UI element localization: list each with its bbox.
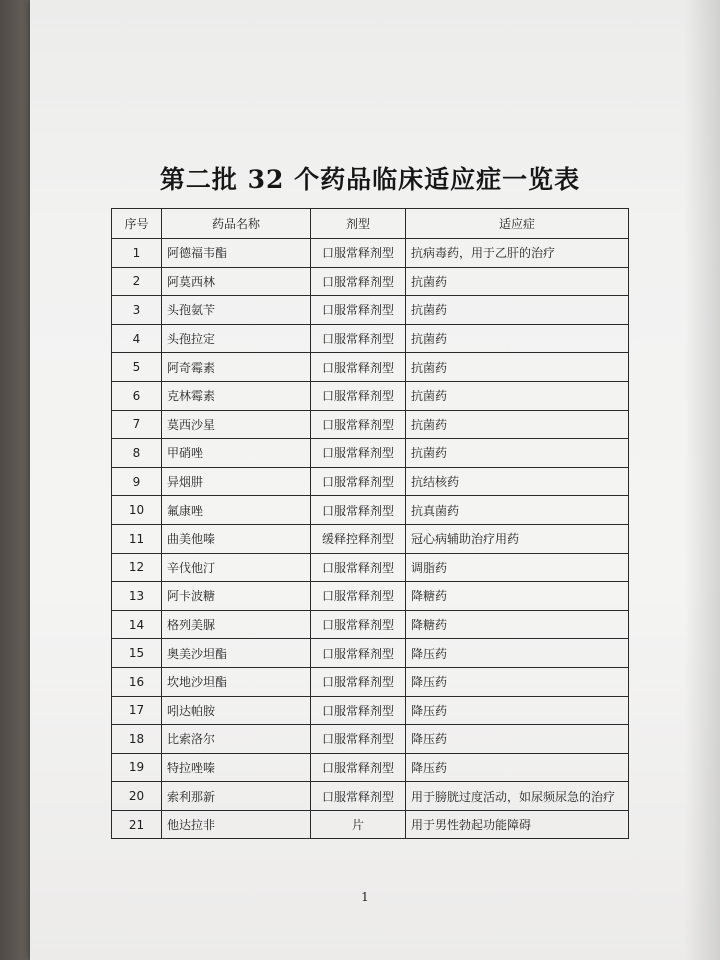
table-row xyxy=(112,753,629,782)
cell-dosage-form: 片 xyxy=(311,810,406,839)
cell-serial-number: 2 xyxy=(112,267,162,296)
table-row xyxy=(112,810,629,839)
cell-drug-name: 头孢拉定 xyxy=(162,324,311,353)
cell-dosage-form: 口服常释剂型 xyxy=(311,353,406,382)
drug-table-container xyxy=(111,208,628,839)
cell-dosage-form: 口服常释剂型 xyxy=(311,782,406,811)
table-row xyxy=(112,353,629,382)
cell-serial-number: 14 xyxy=(112,610,162,639)
cell-drug-name: 奥美沙坦酯 xyxy=(162,639,311,668)
table-row xyxy=(112,639,629,668)
cell-drug-name: 曲美他嗪 xyxy=(162,524,311,553)
cell-dosage-form: 口服常释剂型 xyxy=(311,610,406,639)
cell-serial-number: 15 xyxy=(112,639,162,668)
cell-dosage-form: 口服常释剂型 xyxy=(311,439,406,468)
cell-serial-number: 11 xyxy=(112,524,162,553)
cell-indication: 抗病毒药，用于乙肝的治疗 xyxy=(406,239,629,268)
cell-drug-name: 格列美脲 xyxy=(162,610,311,639)
table-row xyxy=(112,782,629,811)
cell-indication: 抗菌药 xyxy=(406,410,629,439)
cell-dosage-form: 口服常释剂型 xyxy=(311,296,406,325)
cell-drug-name: 克林霉素 xyxy=(162,381,311,410)
cell-indication: 抗菌药 xyxy=(406,296,629,325)
cell-indication: 抗真菌药 xyxy=(406,496,629,525)
cell-indication: 用于男性勃起功能障碍 xyxy=(406,810,629,839)
cell-drug-name: 莫西沙星 xyxy=(162,410,311,439)
table-row xyxy=(112,410,629,439)
cell-indication: 用于膀胱过度活动，如尿频尿急的治疗 xyxy=(406,782,629,811)
table-body xyxy=(112,239,629,839)
cell-indication: 抗菌药 xyxy=(406,267,629,296)
cell-indication: 冠心病辅助治疗用药 xyxy=(406,524,629,553)
cell-serial-number: 10 xyxy=(112,496,162,525)
cell-drug-name: 坎地沙坦酯 xyxy=(162,667,311,696)
cell-drug-name: 氟康唑 xyxy=(162,496,311,525)
cell-serial-number: 5 xyxy=(112,353,162,382)
cell-drug-name: 特拉唑嗪 xyxy=(162,753,311,782)
cell-dosage-form: 口服常释剂型 xyxy=(311,410,406,439)
cell-serial-number: 13 xyxy=(112,582,162,611)
table-row xyxy=(112,296,629,325)
header-indication: 适应症 xyxy=(406,209,629,239)
cell-dosage-form: 口服常释剂型 xyxy=(311,725,406,754)
cell-dosage-form: 口服常释剂型 xyxy=(311,553,406,582)
cell-indication: 降糖药 xyxy=(406,582,629,611)
cell-serial-number: 21 xyxy=(112,810,162,839)
document-title: 第二批 32 个药品临床适应症一览表 xyxy=(159,165,581,194)
desk-background xyxy=(0,0,34,960)
cell-drug-name: 辛伐他汀 xyxy=(162,553,311,582)
cell-drug-name: 索利那新 xyxy=(162,782,311,811)
cell-drug-name: 他达拉非 xyxy=(162,810,311,839)
cell-drug-name: 吲达帕胺 xyxy=(162,696,311,725)
cell-dosage-form: 口服常释剂型 xyxy=(311,582,406,611)
cell-drug-name: 异烟肼 xyxy=(162,467,311,496)
cell-serial-number: 18 xyxy=(112,725,162,754)
cell-dosage-form: 口服常释剂型 xyxy=(311,267,406,296)
cell-serial-number: 20 xyxy=(112,782,162,811)
header-serial-number: 序号 xyxy=(112,209,162,239)
cell-indication: 调脂药 xyxy=(406,553,629,582)
cell-serial-number: 19 xyxy=(112,753,162,782)
cell-drug-name: 比索洛尔 xyxy=(162,725,311,754)
cell-dosage-form: 口服常释剂型 xyxy=(311,239,406,268)
cell-dosage-form: 口服常释剂型 xyxy=(311,381,406,410)
table-row xyxy=(112,667,629,696)
cell-indication: 降压药 xyxy=(406,667,629,696)
cell-drug-name: 阿德福韦酯 xyxy=(162,239,311,268)
table-row xyxy=(112,553,629,582)
table-row xyxy=(112,696,629,725)
cell-dosage-form: 口服常释剂型 xyxy=(311,324,406,353)
table-row xyxy=(112,582,629,611)
cell-serial-number: 9 xyxy=(112,467,162,496)
cell-dosage-form: 口服常释剂型 xyxy=(311,753,406,782)
cell-serial-number: 1 xyxy=(112,239,162,268)
table-row xyxy=(112,524,629,553)
table-row xyxy=(112,725,629,754)
cell-serial-number: 6 xyxy=(112,381,162,410)
cell-indication: 降压药 xyxy=(406,753,629,782)
paper-edge-shadow xyxy=(684,0,720,960)
drug-indication-table xyxy=(111,208,629,839)
cell-indication: 抗菌药 xyxy=(406,439,629,468)
table-row xyxy=(112,381,629,410)
cell-indication: 抗菌药 xyxy=(406,381,629,410)
cell-indication: 降压药 xyxy=(406,725,629,754)
table-row xyxy=(112,610,629,639)
cell-serial-number: 12 xyxy=(112,553,162,582)
cell-drug-name: 甲硝唑 xyxy=(162,439,311,468)
cell-dosage-form: 口服常释剂型 xyxy=(311,639,406,668)
table-row xyxy=(112,467,629,496)
cell-dosage-form: 缓释控释剂型 xyxy=(311,524,406,553)
header-drug-name: 药品名称 xyxy=(162,209,311,239)
cell-drug-name: 阿卡波糖 xyxy=(162,582,311,611)
cell-indication: 抗结核药 xyxy=(406,467,629,496)
cell-dosage-form: 口服常释剂型 xyxy=(311,696,406,725)
table-row xyxy=(112,267,629,296)
cell-serial-number: 17 xyxy=(112,696,162,725)
cell-serial-number: 7 xyxy=(112,410,162,439)
cell-indication: 降压药 xyxy=(406,696,629,725)
cell-serial-number: 4 xyxy=(112,324,162,353)
cell-dosage-form: 口服常释剂型 xyxy=(311,496,406,525)
table-row xyxy=(112,496,629,525)
cell-indication: 抗菌药 xyxy=(406,324,629,353)
cell-indication: 降压药 xyxy=(406,639,629,668)
cell-dosage-form: 口服常释剂型 xyxy=(311,667,406,696)
header-dosage-form: 剂型 xyxy=(311,209,406,239)
table-row xyxy=(112,324,629,353)
cell-drug-name: 阿奇霉素 xyxy=(162,353,311,382)
page-number: 1 xyxy=(361,890,369,904)
cell-dosage-form: 口服常释剂型 xyxy=(311,467,406,496)
table-row xyxy=(112,239,629,268)
cell-indication: 抗菌药 xyxy=(406,353,629,382)
cell-drug-name: 阿莫西林 xyxy=(162,267,311,296)
table-header-row xyxy=(112,209,629,239)
cell-drug-name: 头孢氨苄 xyxy=(162,296,311,325)
cell-serial-number: 16 xyxy=(112,667,162,696)
cell-serial-number: 8 xyxy=(112,439,162,468)
table-row xyxy=(112,439,629,468)
cell-indication: 降糖药 xyxy=(406,610,629,639)
cell-serial-number: 3 xyxy=(112,296,162,325)
